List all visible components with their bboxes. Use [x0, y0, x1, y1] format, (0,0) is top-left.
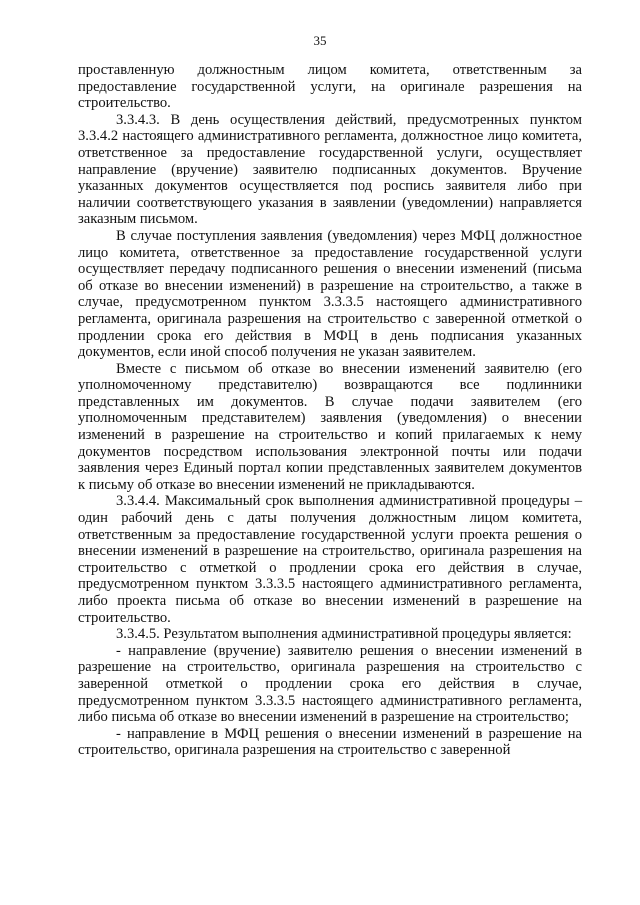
paragraph-3-3-4-3: 3.3.4.3. В день осуществления действий, предусмотренных пунктом 3.3.4.2 настоящего административного регламента, должностное лицо комитета, ответственное за предоставление государственной услуги, осуществляет направление (вручение) заявителю подписанных документов. Вручение указанных документов осуществляется под роспись заявителя либо при наличии соответствующего указания в заявлении (уведомлении) направляется заказным письмом.: [78, 111, 582, 228]
list-item-delivery: - направление (вручение) заявителю решения о внесении изменений в разрешение на строительство, оригинала разрешения на строительство с заверенной отметкой о продлении срока его действия в случае, предусмотренном пунктом 3.3.3.5 настоящего административного регламента, либо письма об отказе во внесении изменений в разрешение на строительство;: [78, 642, 582, 726]
page-number: 35: [313, 33, 327, 48]
paragraph-continuation: проставленную должностным лицом комитета, ответственным за предоставление государственной услуги, на оригинале разрешения на строительство.: [78, 62, 582, 112]
paragraph-3-3-4-5: 3.3.4.5. Результатом выполнения административной процедуры является:: [116, 626, 572, 643]
paragraph-refusal-return: Вместе с письмом об отказе во внесении изменений заявителю (его уполномоченному представителю) возвращаются все подлинники представленных им документов. В случае подачи заявителем (его уполномоченным представителем) заявления (уведомления) о внесении изменений в разрешение на строительство и копий прилагаемых к нему документов посредством использования электронной почты или подачи заявления через Единый портал копии представленных заявителем документов к письму об отказе во внесении изменений не прикладываются.: [78, 360, 582, 493]
document-body: [78, 62, 582, 759]
paragraph-mfc-transfer: В случае поступления заявления (уведомления) через МФЦ должностное лицо комитета, ответственное за предоставление государственной услуги осуществляет передачу подписанного решения о внесении изменений (письма об отказе во внесении изменений) в разрешение на строительство, а также в случае, предусмотренном пунктом 3.3.3.5 настоящего административного регламента, оригинала разрешения на строительство с заверенной отметкой о продлении срока его действия в МФЦ в день подписания указанных документов, если иной способ получения не указан заявителем.: [78, 227, 582, 361]
paragraph-3-3-4-4: 3.3.4.4. Максимальный срок выполнения административной процедуры – один рабочий день с даты получения должностным лицом комитета, ответственным за предоставление государственной услуги проекта решения о внесении изменений в разрешение на строительство, оригинала разрешения на строительство с отметкой о продлении срока его действия в случае, предусмотренном пунктом 3.3.3.5 настоящего административного регламента, либо проекта письма об отказе во внесении изменений в разрешение на строительство.: [78, 493, 582, 626]
list-item-mfc: - направление в МФЦ решения о внесении изменений в разрешение на строительство, оригинала разрешения на строительство с заверенной: [78, 725, 582, 759]
